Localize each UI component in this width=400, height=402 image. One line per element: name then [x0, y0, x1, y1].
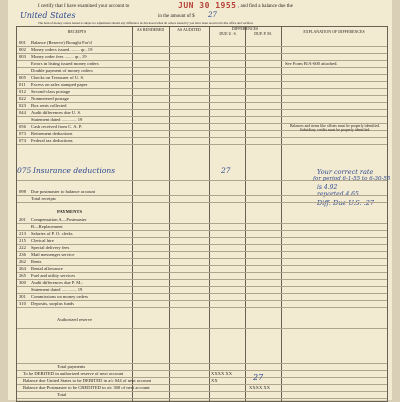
- balance-us-amount: 27: [253, 373, 264, 382]
- authorized-reserve-label: Authorized reserve: [57, 317, 93, 322]
- row-label: Box rents collected: [31, 103, 67, 108]
- row-label: Mail messenger service: [31, 252, 75, 257]
- row-code: 001: [19, 40, 26, 45]
- row-label: Second-class postage: [31, 89, 71, 94]
- total-payments-label: Total payments: [57, 364, 86, 369]
- row-code: 301: [19, 294, 26, 299]
- balance-pm-xx: XXXX XX: [249, 385, 271, 390]
- row-label: Errors in listing issued money orders: [31, 61, 99, 66]
- row-code: 023: [19, 103, 26, 108]
- row-code: 098: [19, 189, 26, 194]
- row-code: 201: [19, 217, 26, 222]
- row-label: Fuel and utility services: [31, 273, 76, 278]
- row-label: Audit differences due U. S.: [31, 110, 82, 115]
- amount-prefix: in the amount of $: [158, 14, 195, 19]
- row-code: 264: [19, 266, 26, 271]
- row-code: 213: [19, 231, 26, 236]
- row-label: Statement dated ............, 19: [31, 287, 83, 292]
- row-code: 073: [19, 131, 26, 136]
- row-label: Nonmetered postage: [31, 96, 69, 101]
- row-code: 074: [19, 138, 26, 143]
- handwritten-row-code: 075: [17, 166, 32, 175]
- ledger-table: [16, 26, 391, 402]
- row-code: 012: [19, 89, 26, 94]
- explanation-line-4: reported 4.65: [317, 191, 359, 198]
- col-as-audited: AS AUDITED: [177, 27, 201, 32]
- row-code: 215: [19, 238, 26, 243]
- row-code: 236: [19, 252, 26, 257]
- row-code: 310: [19, 301, 26, 306]
- explanation-line-5: Diff. Due U.S. .27: [317, 199, 374, 207]
- blank-area: [17, 328, 387, 364]
- col-due-pm: DUE P. M.: [254, 31, 272, 36]
- handwritten-row-label: Insurance deductions: [33, 166, 116, 175]
- amount-handwritten: 27: [208, 11, 217, 19]
- row-label: Statement dated ............, 19: [31, 117, 83, 122]
- side-note: Balances and items like offsets must be properly identified. Subsidiary credits must be properly identified.: [289, 124, 381, 133]
- row-label: Rents: [31, 259, 42, 264]
- authorized-reserve-row: [17, 312, 387, 329]
- debited-xx: XXXX XX: [211, 371, 233, 376]
- col-as-rendered: AS RENDERED: [136, 27, 165, 32]
- row-label: Commissions on money orders: [31, 294, 89, 299]
- row-label: Deposits, surplus funds: [31, 301, 75, 306]
- ledger-row: [17, 300, 387, 308]
- row-label: Federal tax deductions: [31, 138, 73, 143]
- row-code: 300: [19, 280, 26, 285]
- row-label: Balance (Reserve) Brought For'd: [31, 40, 92, 45]
- row-label: Excess on sales stamped paper: [31, 82, 88, 87]
- col-receipts: RECEIPTS: [67, 29, 87, 34]
- row-code: 262: [19, 259, 26, 264]
- adjustment-note: The item of money orders issued is subject to adjustment should any difference be disclosed when all orders issued by you have been received in this office and verified.: [38, 21, 254, 25]
- total-row: [17, 391, 387, 399]
- handwritten-row-amount: 27: [221, 166, 231, 175]
- row-code: 044: [19, 110, 26, 115]
- row-label: Clerical hire: [31, 238, 54, 243]
- row-code: 022: [19, 96, 26, 101]
- row-label: Checks on Treasurer of U. S.: [31, 75, 85, 80]
- row-label: Cash received from C. A. P.: [31, 124, 83, 129]
- row-code: 056: [19, 124, 26, 129]
- balance-pm-label: Balance due Postmaster to be CREDITED in a/c 300 of next account: [23, 385, 150, 390]
- audit-form: [8, 0, 392, 400]
- row-code: 005: [19, 75, 26, 80]
- row-label: Due postmaster to balance account: [31, 189, 96, 194]
- row-code: 011: [19, 82, 26, 87]
- ledger-row: [17, 195, 387, 203]
- explanation-line-1: Your correct rate: [317, 168, 374, 176]
- row-label: Total receipts: [31, 196, 56, 201]
- row-label: Retirement deductions: [31, 131, 73, 136]
- ledger-row: [17, 137, 387, 145]
- row-label: Rental allowance: [31, 266, 63, 271]
- certify-line-end: , and find a balance due the: [238, 4, 293, 9]
- col-explanation: EXPLANATION OF DIFFERENCES: [303, 29, 365, 34]
- row-label: Compensation A—Postmaster: [31, 217, 87, 222]
- balance-us-xx: XX: [211, 378, 218, 383]
- row-code: 002: [19, 47, 26, 52]
- row-label: Salaries of P. O. clerks: [31, 231, 73, 236]
- row-label: Money order fees ........ qr., 19: [31, 54, 87, 59]
- payee-handwritten: United States: [20, 11, 76, 20]
- row-label: Double payment of money orders: [31, 68, 93, 73]
- row-code: 222: [19, 245, 26, 250]
- row-label: B—Replacement: [31, 224, 63, 229]
- row-note: See Form B/A-600 attached.: [285, 61, 338, 66]
- date-stamp: JUN 30 1955: [178, 1, 237, 10]
- debited-label: To be DEBITED in authorized reserve of next account: [23, 371, 124, 376]
- row-code: 265: [19, 273, 26, 278]
- col-differences: DIFFERENCES: [231, 26, 259, 31]
- row-label: Special delivery fees: [31, 245, 70, 250]
- row-code: 003: [19, 54, 26, 59]
- explanation-line-3: is 4.92: [317, 184, 338, 191]
- certify-line-start: I certify that I have examined your account to: [38, 4, 130, 9]
- explanation-line-2: for period 6-1-55 to 6-30-55: [313, 176, 391, 182]
- balance-us-label: Balance due United States to be DEBITED in a/c 044 of next account: [23, 378, 152, 383]
- row-label: Money orders issued ........ qr., 19: [31, 47, 93, 52]
- total-label: Total: [57, 392, 67, 397]
- col-due-us: DUE U. S.: [219, 31, 237, 36]
- payments-title: PAYMENTS: [57, 209, 83, 214]
- row-label: Audit differences due P. M.;: [31, 280, 83, 285]
